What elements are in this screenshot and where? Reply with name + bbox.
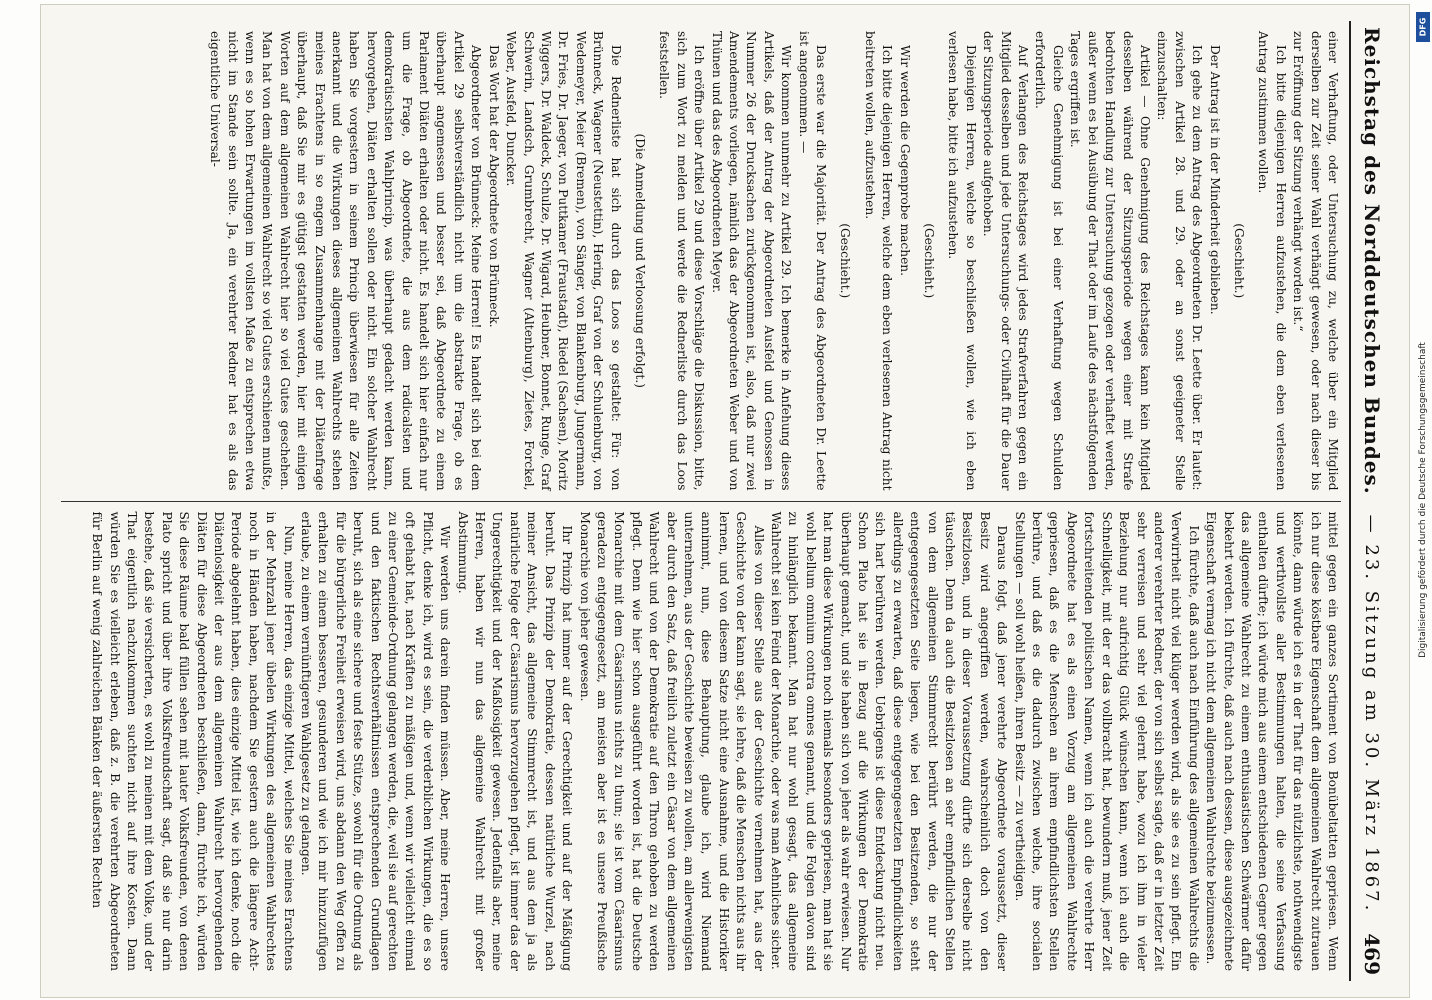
running-title: Reichstag des Norddeutschen Bundes. (1360, 27, 1384, 495)
text-columns (61, 21, 1341, 981)
paragraph: Alles von dieser Stelle aus der Geschichte vernehmen hat, aus der Geschichte von der kann sagt, sie lehre, daß die Menschen nichts aus ihr lernen, und von diesem Satze nicht eine Ausnahme, und die Historiker annimmt, nun, diese Behauptung, glaube ich, wird Niemand unternehmen, aus der Geschichte beweisen zu wollen, am allerwenigsten aber durch den Satz, daß freilich zuletzt ein Cäsar von dem allgemeinen Wahlrecht und von der Demokratie auf den Thron gehoben zu werden pflegt. Denn wie hier schon ausgeführt worden ist, hat die Deutsche Monarchie mit dem Cäsarismus nichts zu thun; sie ist vom Cäsarismus geradezu entgegengesetzt, am meisten aber ist es unsere Preußische Monarchie von jeher gewesen. (577, 511, 766, 971)
paragraph: Der Antrag ist in der Minderheit geblieben. (1207, 45, 1222, 315)
digitization-credit (1414, 0, 1432, 1000)
paragraph: Nun, meine Herren, das einzige Mittel, welches Sie meines Erachtens in der Mehrzahl jener übelen Wirkungen des allgemeinen Wahlrechtes noch in Händen haben, nachdem Sie gestern auch die längere Acht-Periode abgelehnt haben, dies einzige Mittel ist, wie ich denke, noch die Diätenlosigkeit der aus dem allgemeinen Wahlrecht hervorgehenden Diäten für diese Abgeordneten beschließen, dann, fürchte ich, würden Sie diese Räume bald füllen sehen mit lauter Volksfreunden, von denen Plato spricht und über ihre Volksfreundschaft sagt, daß sie nur darin bestehe, daß sie versicherten, es wohl zu meinen mit dem Volke, und der That eigentlich nachzukommen suchten nicht auf ihre Kosten. Dann würden Sie es vielleicht erleben, daß z. B. die verehrten Abgeordneten für Berlin auf wenig zahlreichen Bänken der äußersten Rechten (90, 511, 296, 971)
stage-direction: (Geschieht.) (922, 223, 937, 299)
dfg-logo (1416, 12, 1430, 42)
paragraph: Das erste war die Majorität. Der Antrag des Abgeordneten Dr. Leette ist angenommen. — (796, 31, 829, 491)
paragraph: Ich fürchte, daß auch nach Einführung des allgemeinen Wahlrechts die Verwirrheit nicht viel klüger werden wird, als sie es zu sein pflegt. Ein anderer verehrter Redner, der von sich selbst sagte, daß er in letzter Zeit sehr verreisen und sehr viel gelernt habe, wozu ich ihm in vieler Beziehung nur aufrichtig Glück wünschen kann, wenn ich auch die Schnelligkeit, mit der er das vollbracht hat, bewundern muß, jener Zeit fortschreitenden politischen Namen, wenn ich auch die verehrte Herr Abgeordnete hat es als einen Vorzug am allgemeinen Wahlrechte gepriesen, daß es die Menschen an ihrem empfindlichsten Stellen berühre, und daß es die dadurch zwischen welche, ihre socialen Stellungen — soll wohl heißen, ihren Besitz — zu vertheidigen. (1012, 511, 1201, 971)
paragraph: Wir werden uns darein finden müssen. Aber, meine Herren, unsere Pflicht, denke ich, wird es sein, die verderblichen Wirkungen, die es so oft gehabt hat, nach Kräften zu mäßigen und, wenn wir vielleicht einmal zu einer Gemeinde-Ordnung gelangen werden, die, weil sie auf gerechten und den faktischen Rechtsverhältnissen entsprechenden Grundlagen beruht, sich als eine sichere und feste Stütze, sowohl für die Ordnung als für die bürgerliche Freiheit erweisen wird, uns abdann den Weg offen zu erhalten zu einem besseren, gesunderen und wie ich mir hinzuzufügen erlaube, zu einem vernünftigeren Wahlgesetz zu gelangen. (299, 511, 453, 971)
paragraph: Abgeordneter von Brünneck: Meine Herren! Es handelt sich bei dem Artikel 29 selbstverständlich nicht um die abstrakte Frage, ob es überhaupt angemessen und besser sei, daß Abgeordnete zu einem Parlament Diäten erhalten oder nicht. Es handelt sich hier einfach nur um die Frage, ob Abgeordnete, die aus dem radicalsten und demokratischsten Wahlprincip, was überhaupt gedacht werden kann, hervorgehen, Diäten erhalten sollen oder nicht. Ein solcher Wahlrecht haben Sie vorgestern in seinem Princip überwiesen für alle Zeiten anerkannt und die Wirkungen dieses allgemeinen Wahlrechts stehen meines Erachtens in so engem Zusammenhange mit der Diätenfrage überhaupt, daß Sie mir es gütigst gestatten werden, hier mit einigen Worten auf dem allgemeinen Wahlrecht hier so viel Gutes geschehen. Man hat von dem allgemeinen Wahlrecht so viel Gutes erschienen mußte, wenn es so hohen Erwartungen im vollsten Maße zu entsprechen etwa nicht im Stande sein sollte. Ja, ein verehrter Redner hat es als das eigentliche Universal- (208, 31, 484, 491)
paragraph: Die Rednerliste hat sich durch das Loos so gestaltet: Für: von Brünneck, Wagener (Neustettin), Hering, Graf von der Schulenburg, von Wedemeyer, Meier (Bremen), von Sänger, von Blankenburg, Jungermann, Dr. Fries, Dr. Jaeger, von Puttkamer (Fraustadt), Riedel (Sachsen), Moritz Wiggers, Dr. Waldeck, Schulze, Dr. Wigard, Heubner, Bonnet, Runge, Graf Schwerin, Landsch, Grumbrecht, Wagner (Altenburg), Zietes, Forckel, Weber, Ausfeld, Duncker. (504, 31, 623, 491)
paragraph: Ich eröffne über Artikel 29 und diese Vorschläge die Diskussion, bitte, sich zum Wort zu melden und werde die Rednerliste durch das Loos feststellen. (657, 31, 707, 491)
rotated-page-content (57, 21, 1393, 981)
paragraph: Diejenigen Herren, welche so beschließen wollen, wie ich eben verlesen habe, bitte ich aufzustehen. (946, 31, 978, 491)
paragraph: Ich gehe zu dem Antrag des Abgeordneten Dr. Leette über. Er lautet: zwischen Artikel 28. und 29. oder an sonst geeigneter Stelle einzuschalten: (1155, 31, 1205, 491)
session-date: — 23. Sitzung am 30. März 1867. (1361, 514, 1383, 914)
page-header (1349, 21, 1393, 981)
paragraph: Wir werden die Gegenprobe machen. (897, 45, 912, 277)
paragraph: Ihr Prinzip hat immer auf der Gerechtigkeit und auf der Mäßigung beruht. Das Prinzip der Demokratie, dessen natürliche Wurzel, nach meiner Ansicht, das allgemeine Stimmrecht ist, und aus dem ja als natürliche Folge der Cäsarismus hervorzugehen pflegt, ist immer das der Ungerechtigkeit und der Maßlosigkeit gewesen. Jedenfalls aber, meine Herren, haben wir nun das allgemeine Wahlrecht mit großer Abstimmung. (455, 511, 575, 971)
page-number: 469 (1360, 933, 1384, 975)
paragraph: Gleiche Genehmigung ist bei einer Verhaftung wegen Schulden erforderlich. (1033, 31, 1065, 491)
paragraph: Ich bitte diejenigen Herren aufzustehen, die dem eben verlesenen Antrag zustimmen wollen. (1256, 31, 1288, 491)
paragraph: Daraus folgt, daß jener verehrte Abgeordnete voraussetzt, dieser Besitz wird angegriffen werden, wahrscheinlich doch von den Besitzlosen, und in dieser Voraussetzung dürfte sich derselbe nicht täuschen. Denn da auch die Besitzlosen an sehr empfindlichen Stellen von dem allgemeinen Stimmrecht berührt werden, die nur der entgegengesetzten Seite liegen, wie bei den Besitzenden, so steht allerdings zu erwarten, daß diese entgegengesetzten Empfindlichkeiten sich hart berühren werden. Uebrigens ist diese Entdeckung nicht neu. Schon Plato hat sie in Bezug auf die Wirkungen der Demokratie überhaupt gemacht, und sie haben sich von jeher als wahr erwiesen. Nur hat man diese Wirkungen noch niemals besonders gepriesen, man hat sie wohl bellum omnium contra omnes genannt, und die Folgen davon sind zu hinlänglich bekannt. Man hat nur wohl gesagt, das allgemeine Wahlrecht sei kein Feind der Monarchie, oder was man Aehnliches sicher. (769, 511, 1010, 971)
page-frame (40, 4, 1410, 998)
paragraph: Das Wort hat der Abgeordnete von Brünneck. (486, 45, 501, 328)
column-left (61, 21, 1341, 501)
paragraph: Auf Verlangen des Reichstages wird jedes Strafverfahren gegen ein Mitglied desselben und jede Untersuchungs- oder Civilhaft für die Dauer der Sitzungsperiode aufgehoben. (981, 31, 1031, 491)
column-right (61, 501, 1341, 982)
stage-direction: (Geschieht.) (838, 223, 853, 299)
paragraph: Wir kommen nunmehr zu Artikel 29. Ich bemerke in Anfehung dieses Artikels, daß der Antrag der Abgeordneten Ausfeld und Genossen in Nummer 26 der Drucksachen zurückgenommen ist, also, daß nur zwei Amendements vorliegen, nämlich das der Abgeordneten Weber und von Thünen und das des Abgeordneten Meyer. (709, 31, 794, 491)
stage-direction: (Die Anmeldung und Verloosung erfolgt.) (632, 133, 647, 388)
stage-direction: (Geschieht.) (1231, 223, 1246, 299)
paragraph: einer Verhaftung, oder Untersuchung zu, welche über ein Mitglied derselben zur Zeit seiner Wahl verhängt gewesen, oder nach dieser bis zur Eröffnung der Sitzung verhängt worden ist.“ (1291, 31, 1340, 491)
credit-text: Digitalisierung gefördert durch die Deutsche Forschungsgemeinschaft (1418, 342, 1428, 658)
paragraph: Artikel — Ohne Genehmigung des Reichstages kann kein Mitglied desselben während der Sitzungsperiode wegen einer mit Strafe bedrohten Handlung zur Untersuchung gezogen oder verhaftet werden, außer wenn es bei Ausübung der That oder im Laufe des nächstfolgenden Tages ergriffen ist. (1068, 31, 1152, 491)
dfg-logo-text: DFG (1418, 17, 1428, 37)
paragraph: Ich bitte diejenigen Herren, welche dem eben verlesenen Antrag nicht beitreten wollen, aufzustehen. (862, 31, 895, 491)
paragraph: mittel gegen ein ganzes Sortiment von Bonübeltatten gepriesen. Wenn ich nur diese köstbare Eigenschaft dem allgemeinen Wahlrecht zutrauen könnte, dann würde ich es in der That für das nützlichste, nothwendigste und werthvollste aller Bestimmungen halten, die seine Verfassung enthalten dürfte; ich würde mich aus einem entschiedenen Gegner gegen das allgemeine Wahlrecht zu einem enthusiastischen Schwärmer dafür bekehrt werden. Ich fürchte, daß auch nach dessen, diese ausgezeichnete Eigenschaft vermag ich nicht dem allgemeinen Wahlrechte beizumessen. (1204, 511, 1340, 971)
